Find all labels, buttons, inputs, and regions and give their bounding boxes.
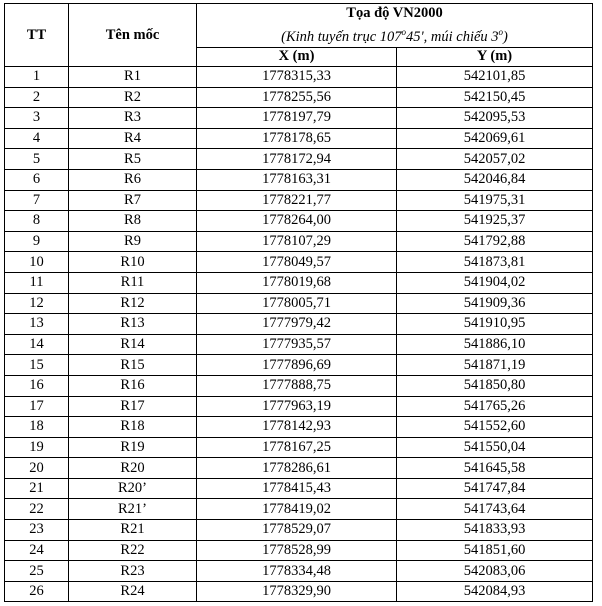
cell-y: 542101,85 [397,67,593,88]
table-row [5,499,593,520]
cell-y: 541851,60 [397,540,593,561]
cell-y: 541645,58 [397,458,593,479]
cell-ten-moc: R4 [69,128,197,149]
cell-ten-moc: R18 [69,417,197,438]
cell-ten-moc: R12 [69,293,197,314]
cell-ten-moc: R20’ [69,478,197,499]
table-row [5,272,593,293]
table-row [5,581,593,602]
table-row [5,149,593,170]
table-row [5,417,593,438]
cell-x: 1778172,94 [197,149,397,170]
table-row [5,314,593,335]
cell-ten-moc: R21 [69,520,197,541]
cell-tt: 16 [5,375,69,396]
cell-x: 1778167,25 [197,437,397,458]
cell-x: 1777888,75 [197,375,397,396]
cell-y: 542083,06 [397,561,593,582]
cell-y: 541850,80 [397,375,593,396]
cell-ten-moc: R23 [69,561,197,582]
cell-tt: 3 [5,108,69,129]
cell-ten-moc: R3 [69,108,197,129]
cell-ten-moc: R1 [69,67,197,88]
cell-x: 1778255,56 [197,87,397,108]
cell-ten-moc: R14 [69,334,197,355]
header-projection-note: (Kinh tuyến trục 107$^o$45', múi chiếu 3$^o$) [281,27,508,45]
cell-ten-moc: R10 [69,252,197,273]
cell-ten-moc: R6 [69,169,197,190]
cell-tt: 2 [5,87,69,108]
table-row [5,169,593,190]
cell-tt: 22 [5,499,69,520]
cell-x: 1778264,00 [197,211,397,232]
cell-y: 541910,95 [397,314,593,335]
cell-ten-moc: R16 [69,375,197,396]
cell-x: 1778528,99 [197,540,397,561]
table-row [5,520,593,541]
cell-y: 541792,88 [397,231,593,252]
header-toa-do [197,4,593,48]
cell-x: 1778005,71 [197,293,397,314]
table-row [5,108,593,129]
table-row [5,67,593,88]
cell-ten-moc: R20 [69,458,197,479]
cell-tt: 20 [5,458,69,479]
cell-tt: 11 [5,272,69,293]
cell-x: 1778529,07 [197,520,397,541]
cell-tt: 24 [5,540,69,561]
cell-ten-moc: R9 [69,231,197,252]
cell-ten-moc: R17 [69,396,197,417]
header-ten-moc: Tên mốc [69,4,197,67]
table-row [5,478,593,499]
cell-tt: 8 [5,211,69,232]
cell-x: 1778019,68 [197,272,397,293]
cell-tt: 21 [5,478,69,499]
cell-tt: 7 [5,190,69,211]
cell-y: 542084,93 [397,581,593,602]
cell-y: 541873,81 [397,252,593,273]
header-tt: TT [5,4,69,67]
cell-y: 541743,64 [397,499,593,520]
cell-y: 542150,45 [397,87,593,108]
coordinate-table [4,3,593,602]
cell-ten-moc: R2 [69,87,197,108]
header-toa-do-title: Tọa độ VN2000 [346,5,443,22]
cell-y: 541552,60 [397,417,593,438]
table-row [5,458,593,479]
cell-x: 1778178,65 [197,128,397,149]
cell-tt: 10 [5,252,69,273]
cell-ten-moc: R24 [69,581,197,602]
cell-tt: 25 [5,561,69,582]
cell-ten-moc: R22 [69,540,197,561]
table-row [5,334,593,355]
cell-y: 541550,04 [397,437,593,458]
cell-x: 1777896,69 [197,355,397,376]
cell-y: 542046,84 [397,169,593,190]
table-row [5,396,593,417]
cell-tt: 12 [5,293,69,314]
cell-tt: 4 [5,128,69,149]
cell-y: 542069,61 [397,128,593,149]
cell-tt: 23 [5,520,69,541]
cell-y: 541925,37 [397,211,593,232]
cell-tt: 13 [5,314,69,335]
cell-x: 1777979,42 [197,314,397,335]
header-y: Y (m) [397,47,593,66]
header-x: X (m) [197,47,397,66]
cell-ten-moc: R11 [69,272,197,293]
cell-y: 541904,02 [397,272,593,293]
cell-x: 1778163,31 [197,169,397,190]
cell-tt: 1 [5,67,69,88]
cell-tt: 18 [5,417,69,438]
cell-x: 1778419,02 [197,499,397,520]
table-row [5,252,593,273]
cell-x: 1778049,57 [197,252,397,273]
cell-y: 541975,31 [397,190,593,211]
cell-x: 1778221,77 [197,190,397,211]
table-row [5,437,593,458]
table-row [5,375,593,396]
table-row [5,87,593,108]
table-row [5,540,593,561]
cell-y: 541765,26 [397,396,593,417]
table-row [5,293,593,314]
cell-x: 1778107,29 [197,231,397,252]
cell-tt: 14 [5,334,69,355]
table-row [5,128,593,149]
cell-ten-moc: R8 [69,211,197,232]
cell-x: 1778334,48 [197,561,397,582]
cell-tt: 5 [5,149,69,170]
cell-x: 1778415,43 [197,478,397,499]
cell-y: 541871,19 [397,355,593,376]
table-row [5,190,593,211]
cell-tt: 9 [5,231,69,252]
cell-ten-moc: R15 [69,355,197,376]
cell-ten-moc: R21’ [69,499,197,520]
table-row [5,211,593,232]
cell-x: 1778315,33 [197,67,397,88]
cell-ten-moc: R5 [69,149,197,170]
cell-y: 542095,53 [397,108,593,129]
cell-x: 1777935,57 [197,334,397,355]
cell-tt: 15 [5,355,69,376]
cell-x: 1778286,61 [197,458,397,479]
cell-tt: 17 [5,396,69,417]
table-row [5,231,593,252]
coordinate-table-container [4,3,593,602]
cell-ten-moc: R19 [69,437,197,458]
cell-tt: 19 [5,437,69,458]
cell-y: 541886,10 [397,334,593,355]
table-body [5,67,593,602]
cell-tt: 26 [5,581,69,602]
cell-ten-moc: R7 [69,190,197,211]
cell-ten-moc: R13 [69,314,197,335]
cell-y: 541909,36 [397,293,593,314]
cell-y: 541747,84 [397,478,593,499]
cell-x: 1778329,90 [197,581,397,602]
cell-y: 541833,93 [397,520,593,541]
cell-x: 1778197,79 [197,108,397,129]
table-row [5,561,593,582]
cell-x: 1778142,93 [197,417,397,438]
cell-x: 1777963,19 [197,396,397,417]
cell-tt: 6 [5,169,69,190]
cell-y: 542057,02 [397,149,593,170]
table-row [5,355,593,376]
